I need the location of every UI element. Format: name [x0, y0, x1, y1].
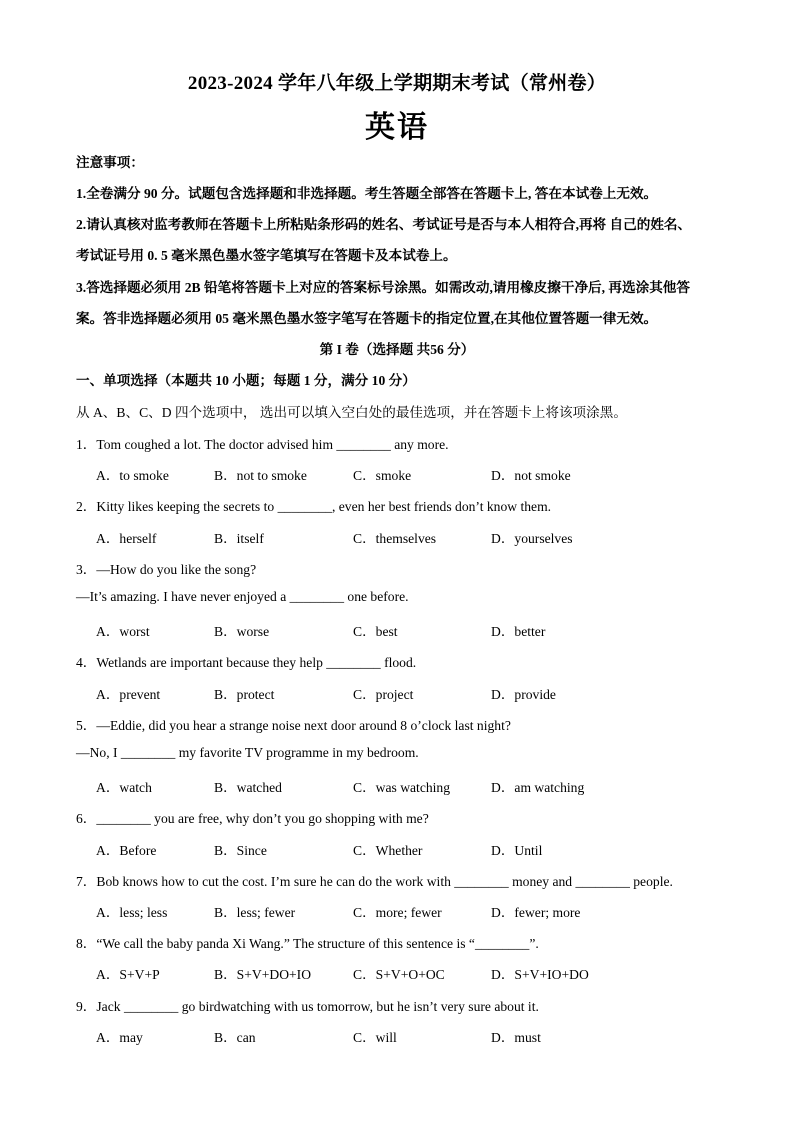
question-4-text: 4．Wetlands are important because they help ________ flood.: [76, 655, 417, 670]
question-5-option-b: B．watched: [214, 780, 282, 795]
question-3-option-b: B．worse: [214, 624, 270, 639]
notes-heading: 注意事项：: [76, 155, 144, 170]
section-title: 一、单项选择（本题共 10 小题；每题 1 分，满分 10 分）: [76, 373, 416, 388]
question-2-option-d: D．yourselves: [491, 531, 573, 546]
question-3-option-d: D．better: [491, 624, 546, 639]
question-6-text: 6．________ you are free, why don’t you go shopping with me?: [76, 811, 429, 826]
subject-title: 英语: [365, 111, 429, 144]
question-3-text: —It’s amazing. I have never enjoyed a ________ one before.: [76, 589, 409, 604]
question-9-option-b: B．can: [214, 1030, 256, 1045]
question-5-text: 5．—Eddie, did you hear a strange noise next door around 8 o’clock last night?: [76, 718, 511, 733]
question-9-option-c: C．will: [353, 1030, 397, 1045]
question-1-option-c: C．smoke: [353, 468, 412, 483]
question-9-option-a: A．may: [96, 1030, 143, 1045]
question-1-option-b: B．not to smoke: [214, 468, 307, 483]
question-1-text: 1．Tom coughed a lot. The doctor advised him ________ any more.: [76, 437, 449, 452]
question-1-option-a: A．to smoke: [96, 468, 169, 483]
question-7-option-a: A．less; less: [96, 905, 168, 920]
question-5-option-d: D．am watching: [491, 780, 585, 795]
question-3-option-a: A．worst: [96, 624, 150, 639]
note-3-line-2: 案。答非选择题必须用 05 毫米黑色墨水签字笔写在答题卡的指定位置,在其他位置答题一律无效。: [76, 311, 658, 326]
question-6-option-a: A．Before: [96, 843, 157, 858]
question-4-option-c: C．project: [353, 687, 414, 702]
question-5-option-a: A．watch: [96, 780, 152, 795]
exam-title: 2023-2024 学年八年级上学期期末考试（常州卷）: [187, 73, 607, 94]
question-3-text: 3．—How do you like the song?: [76, 562, 257, 577]
question-2-text: 2．Kitty likes keeping the secrets to ________, even her best friends don’t know them.: [76, 499, 552, 514]
question-5-option-c: C．was watching: [353, 780, 451, 795]
question-2-option-b: B．itself: [214, 531, 264, 546]
section-instruction: 从 A、B、C、D 四个选项中， 选出可以填入空白处的最佳选项，并在答题卡上将该项涂黑。: [76, 405, 627, 420]
question-4-option-b: B．protect: [214, 687, 275, 702]
question-6-option-d: D．Until: [491, 843, 543, 858]
question-6-option-b: B．Since: [214, 843, 267, 858]
question-7-text: 7．Bob knows how to cut the cost. I’m sure he can do the work with ________ money and ________ people.: [76, 874, 673, 889]
question-2-option-c: C．themselves: [353, 531, 437, 546]
note-3-line-1: 3.答选择题必须用 2B 铅笔将答题卡上对应的答案标号涂黑。如需改动,请用橡皮擦干净后, 再选涂其他答: [76, 280, 690, 295]
question-8-option-a: A．S+V+P: [96, 967, 160, 982]
question-4-option-a: A．prevent: [96, 687, 161, 702]
part-1-title: 第 I 卷（选择题 共56 分）: [319, 342, 475, 357]
question-9-text: 9．Jack ________ go birdwatching with us tomorrow, but he isn’t very sure about it.: [76, 999, 539, 1014]
question-8-option-d: D．S+V+IO+DO: [491, 967, 589, 982]
question-9-option-d: D．must: [491, 1030, 541, 1045]
question-6-option-c: C．Whether: [353, 843, 423, 858]
question-4-option-d: D．provide: [491, 687, 556, 702]
question-5-text: —No, I ________ my favorite TV programme in my bedroom.: [76, 745, 419, 760]
note-2-line-1: 2.请认真核对监考教师在答题卡上所粘贴条形码的姓名、考试证号是否与本人相符合,再将 自己的姓名、: [76, 217, 692, 232]
question-8-option-c: C．S+V+O+OC: [353, 967, 445, 982]
question-3-option-c: C．best: [353, 624, 398, 639]
question-8-option-b: B．S+V+DO+IO: [214, 967, 312, 982]
note-2-line-2: 考试证号用 0. 5 毫米黑色墨水签字笔填写在答题卡及本试卷上。: [76, 248, 457, 263]
note-1: 1.全卷满分 90 分。试题包含选择题和非选择题。考生答题全部答在答题卡上, 答在本试卷上无效。: [76, 186, 658, 201]
question-7-option-d: D．fewer; more: [491, 905, 581, 920]
question-7-option-b: B．less; fewer: [214, 905, 296, 920]
question-1-option-d: D．not smoke: [491, 468, 571, 483]
question-2-option-a: A．herself: [96, 531, 157, 546]
question-8-text: 8．“We call the baby panda Xi Wang.” The structure of this sentence is “________”.: [76, 936, 539, 951]
question-7-option-c: C．more; fewer: [353, 905, 442, 920]
